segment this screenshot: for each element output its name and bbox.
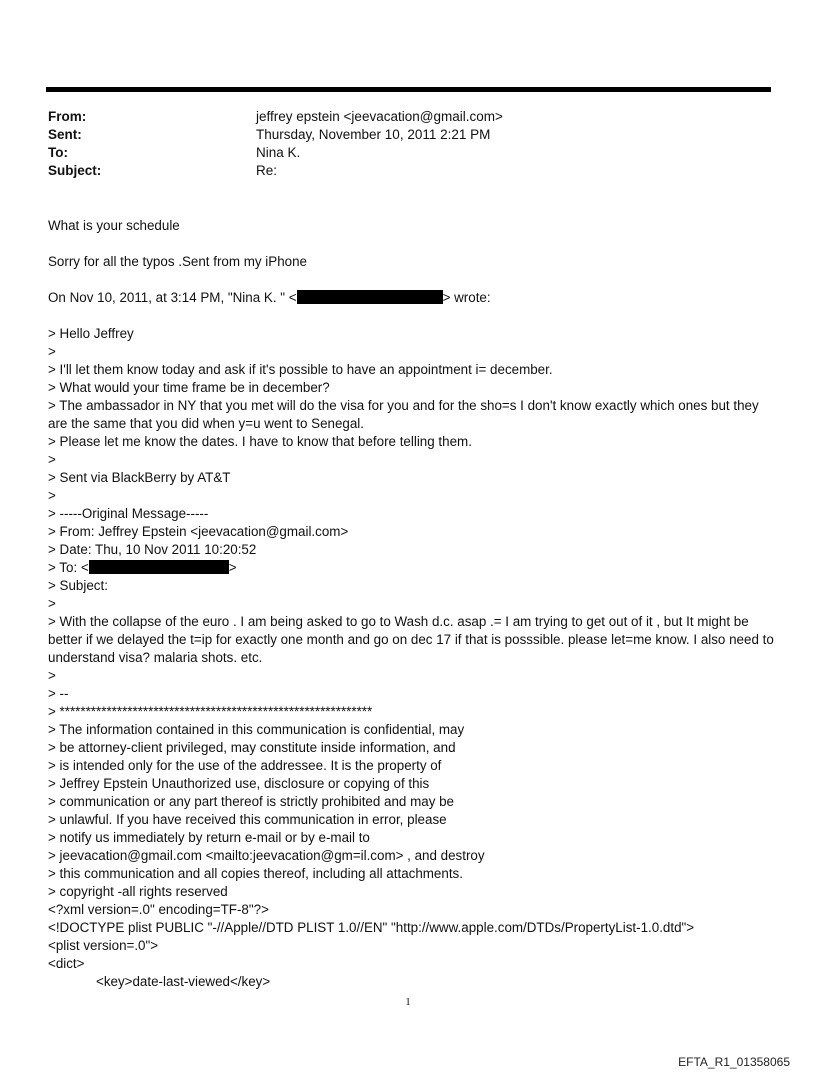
redaction-box [297, 290, 443, 304]
header-rule [46, 87, 771, 92]
body-line: > Date: Thu, 10 Nov 2011 10:20:52 [48, 542, 257, 557]
body-line: > communication or any part thereof is strictly prohibited and may be [48, 794, 455, 809]
body-line: > Sent via BlackBerry by AT&T [48, 470, 231, 485]
wrote-prefix: On Nov 10, 2011, at 3:14 PM, "Nina K. " < [48, 290, 297, 305]
wrote-suffix: > wrote: [442, 290, 491, 305]
email-header [48, 108, 503, 180]
body-line: > Please let me know the dates. I have to know that before telling them. [48, 434, 472, 449]
to-prefix: > To: < [48, 560, 89, 575]
typos-signature: Sorry for all the typos .Sent from my iPhone [48, 254, 307, 269]
body-line: > From: Jeffrey Epstein <jeevacation@gmail.com> [48, 524, 349, 539]
body-line: > The information contained in this communication is confidential, may [48, 722, 465, 737]
body-line: <?xml version=.0" encoding=TF-8"?> [48, 902, 269, 917]
body-line: > Jeffrey Epstein Unauthorized use, disclosure or copying of this [48, 776, 430, 791]
body-line: > [48, 668, 56, 683]
body-line: > I'll let them know today and ask if it's possible to have an appointment i= december. [48, 362, 553, 377]
body-line: > copyright -all rights reserved [48, 884, 228, 899]
body-line: > -- [48, 686, 69, 701]
body-line: > -----Original Message----- [48, 506, 209, 521]
body-line: <plist version=.0"> [48, 938, 159, 953]
quoted-reply [48, 325, 778, 559]
from-value: jeffrey epstein <jeevacation@gmail.com> [256, 109, 503, 124]
body-line: > Hello Jeffrey [48, 326, 134, 341]
quoted-to-line [48, 559, 778, 577]
from-label: From: [48, 109, 87, 124]
page-number: 1 [405, 996, 411, 1008]
schedule-question: What is your schedule [48, 218, 180, 233]
body-line: > is intended only for the use of the addressee. It is the property of [48, 758, 442, 773]
bates-number: EFTA_R1_01358065 [678, 1055, 790, 1069]
body-line: > this communication and all copies thereof, including all attachments. [48, 866, 463, 881]
body-line: > notify us immediately by return e-mail or by e-mail to [48, 830, 370, 845]
body-line: > be attorney-client privileged, may constitute inside information, and [48, 740, 456, 755]
from-row [48, 108, 503, 126]
redaction-box [89, 560, 229, 574]
subject-row [48, 162, 503, 180]
subject-label: Subject: [48, 163, 102, 178]
body-line: > The ambassador in NY that you met will do the visa for you and for the sho=s I don't know exactly which ones but they are the same that you did when y=u went to Senegal. [48, 398, 759, 431]
sent-label: Sent: [48, 127, 82, 142]
to-value: Nina K. [256, 145, 301, 160]
body-line: > [48, 344, 56, 359]
body-line: <dict> [48, 956, 85, 971]
to-label: To: [48, 145, 68, 160]
body-line: > [48, 452, 56, 467]
to-row [48, 144, 503, 162]
body-line: > [48, 488, 56, 503]
body-line: > jeevacation@gmail.com <mailto:jeevacation@gm=il.com> , and destroy [48, 848, 485, 863]
body-line: > Subject: [48, 578, 108, 593]
body-line: > unlawful. If you have received this communication in error, please [48, 812, 447, 827]
body-line: > What would your time frame be in december? [48, 380, 330, 395]
email-body [48, 217, 778, 991]
body-line: <!DOCTYPE plist PUBLIC "-//Apple//DTD PLIST 1.0//EN" "http://www.apple.com/DTDs/PropertyList-1.0.dtd"> [48, 920, 695, 935]
to-suffix: > [228, 560, 237, 575]
body-line: > With the collapse of the euro . I am being asked to go to Wash d.c. asap .= I am trying to get out of it , but It might be better if we delayed the t=ip for exactly one month and go on dec 17 if that is posssible. please let=me know. I also need to understand visa? malaria shots. etc. [48, 614, 774, 665]
quoted-original [48, 577, 778, 973]
body-line: > [48, 596, 56, 611]
sent-row [48, 126, 503, 144]
body-line: > ************************************************************ [48, 704, 373, 719]
subject-value: Re: [256, 163, 278, 178]
plist-key-line: <key>date-last-viewed</key> [96, 974, 271, 989]
sent-value: Thursday, November 10, 2011 2:21 PM [256, 127, 491, 142]
wrote-line [48, 289, 778, 307]
